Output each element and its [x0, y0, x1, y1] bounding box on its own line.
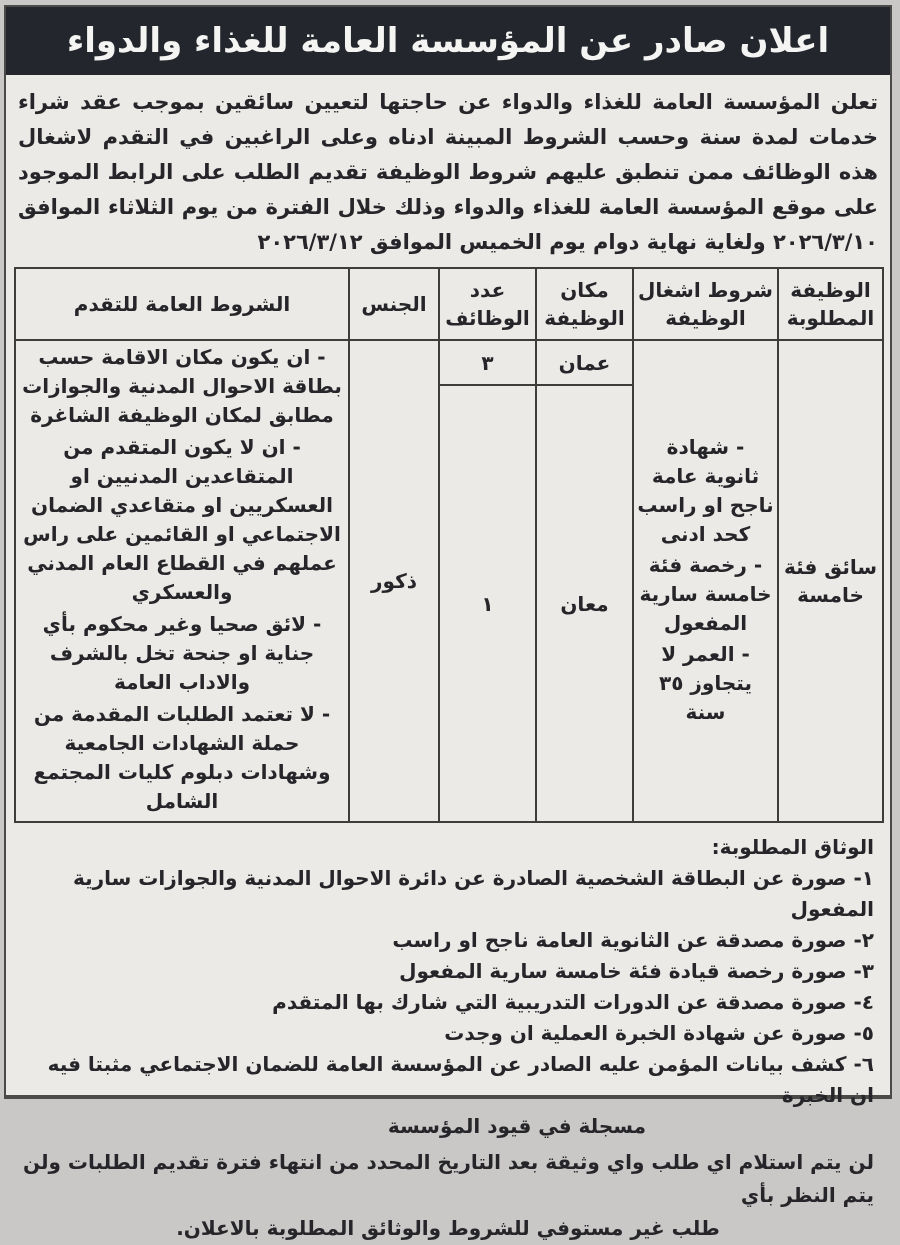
document-item: ٦- كشف بيانات المؤمن عليه الصادر عن المؤسسة العامة للضمان الاجتماعي مثبتا فيه ان الخبرة	[47, 1052, 874, 1107]
document-item: ١- صورة عن البطاقة الشخصية الصادرة عن دائرة الاحوال المدنية والجوازات سارية المفعول	[73, 866, 874, 921]
table-row	[15, 340, 883, 385]
cell-location-maan: معان	[536, 385, 633, 822]
cell-gender: ذكور	[349, 340, 439, 822]
header-general-conditions: الشروط العامة للتقدم	[15, 268, 349, 340]
header-job: الوظيفة المطلوبة	[778, 268, 883, 340]
page-title: اعلان صادر عن المؤسسة العامة للغذاء والدواء	[66, 21, 830, 61]
occupation-condition: - العمر لا يتجاوز ٣٥ سنة	[659, 642, 752, 724]
footer-line: لن يتم استلام اي طلب واي وثيقة بعد التاريخ المحدد من انتهاء فترة تقديم الطلبات ولن يتم النظر بأي	[22, 1150, 874, 1207]
documents-heading: الوثاق المطلوبة:	[711, 835, 874, 859]
cell-general-conditions	[15, 340, 349, 822]
footer-line: طلب غير مستوفي للشروط والوثائق المطلوبة بالاعلان.	[176, 1216, 720, 1240]
document-item: ٥- صورة عن شهادة الخبرة العملية ان وجدت	[444, 1021, 874, 1045]
intro-paragraph: تعلن المؤسسة العامة للغذاء والدواء عن حاجتها لتعيين سائقين بموجب عقد شراء خدمات لمدة سنة وحسب الشروط المبينة ادناه وعلى الراغبين في التقدم لاشغال هذه الوظائف ممن تنطبق عليهم شروط الوظيفة تقديم الطلب على الرابط الموجود على موقع المؤسسة العامة للغذاء والدواء وذلك خلال الفترة من يوم الثلاثاء الموافق ٢٠٢٦/٣/١٠ ولغاية نهاية دوام يوم الخميس الموافق ٢٠٢٦/٣/١٢	[18, 90, 878, 254]
general-condition: - ان يكون مكان الاقامة حسب بطاقة الاحوال المدنية والجوازات مطابق لمكان الوظيفة الشاغرة	[22, 345, 342, 427]
document-item: ٢- صورة مصدقة عن الثانوية العامة ناجح او راسب	[392, 928, 874, 952]
document-item-continuation: مسجلة في قيود المؤسسة	[387, 1114, 646, 1138]
cell-location-amman: عمان	[536, 340, 633, 385]
header-gender: الجنس	[349, 268, 439, 340]
occupation-condition: - شهادة ثانوية عامة ناجح او راسب كحد ادنى	[637, 435, 774, 546]
occupation-condition: - رخصة فئة خامسة سارية المفعول	[639, 553, 772, 635]
title-bar	[6, 7, 890, 75]
cell-count-amman: ٣	[439, 340, 536, 385]
header-location: مكان الوظيفة	[536, 268, 633, 340]
document-item: ٣- صورة رخصة قيادة فئة خامسة سارية المفعول	[399, 959, 874, 983]
cell-count-maan: ١	[439, 385, 536, 822]
cell-occupation-conditions	[633, 340, 778, 822]
header-occupation-conditions: شروط اشغال الوظيفة	[633, 268, 778, 340]
cell-job-title: سائق فئة خامسة	[778, 340, 883, 822]
announcement-sheet	[4, 5, 892, 1240]
general-condition: - لا تعتمد الطلبات المقدمة من حملة الشهادات الجامعية وشهادات دبلوم كليات المجتمع الشامل	[33, 702, 331, 813]
footer-note	[6, 1142, 890, 1245]
general-condition: - ان لا يكون المتقدم من المتقاعدين المدنيين او العسكريين او متقاعدي الضمان الاجتماعي او القائمين على راس عملهم في القطاع العام المدني والعسكري	[23, 435, 341, 604]
vacancies-table	[14, 267, 884, 823]
table-header-row	[15, 268, 883, 340]
general-condition: - لائق صحيا وغير محكوم بأي جناية او جنحة تخل بالشرف والاداب العامة	[42, 612, 322, 694]
header-count: عدد الوظائف	[439, 268, 536, 340]
document-item: ٤- صورة مصدقة عن الدورات التدريبية التي شارك بها المتقدم	[272, 990, 874, 1014]
required-documents-section	[6, 823, 890, 1142]
